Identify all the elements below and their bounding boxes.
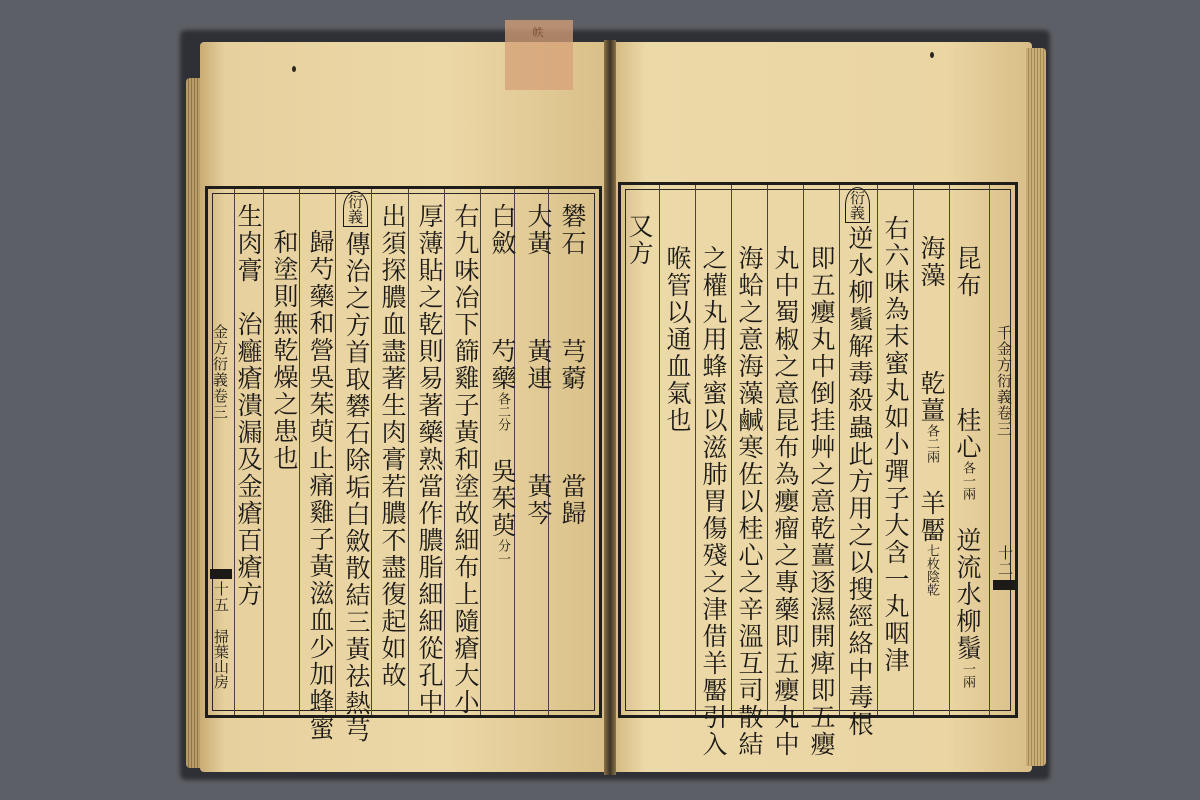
text-column: 又方 xyxy=(625,213,654,267)
text-column: 生肉膏 治癰瘡潰漏及金瘡百瘡方 xyxy=(234,203,263,608)
column-rule xyxy=(877,185,878,715)
publisher-mark: 掃葉山房 xyxy=(212,629,230,689)
text-column: 昆布 桂心各一兩 逆流水柳鬚一兩 xyxy=(953,245,982,688)
text-column: 逆水柳鬚解毒殺蟲此方用之以搜經絡中毒根 xyxy=(845,225,874,738)
fold-page-number: 十二 xyxy=(996,545,1014,577)
text-column: 丸中蜀椒之意昆布為癭瘤之專藥即五癭丸中 xyxy=(771,245,800,758)
text-column: 傳治之方首取礬石除垢白斂散結三黃祛熱芎 xyxy=(342,231,371,744)
column-rule xyxy=(949,185,950,715)
column-rule xyxy=(371,189,372,715)
right-page-edges xyxy=(1026,48,1046,766)
text-column: 白斂 芍藥各二分 吳茱萸分一 xyxy=(488,203,517,565)
text-column: 歸芍藥和營吳茱萸止痛雞子黃滋血少加蜂蜜 xyxy=(306,229,335,742)
left-text-frame xyxy=(205,186,602,744)
spine-label xyxy=(505,20,573,90)
text-column: 海蛤之意海藻鹹寒佐以桂心之辛溫互司散結 xyxy=(735,245,764,758)
text-column: 礬石 芎藭 當歸 xyxy=(558,203,587,527)
column-rule xyxy=(731,185,732,715)
column-rule xyxy=(408,189,409,715)
column-rule xyxy=(803,185,804,715)
right-text-frame xyxy=(618,182,1018,758)
fold-page-number: 十五 xyxy=(212,581,230,613)
column-rule xyxy=(767,185,768,715)
text-column: 之權丸用蜂蜜以滋肺胃傷殘之津借羊靨引入 xyxy=(699,245,728,758)
column-rule xyxy=(659,185,660,715)
text-column: 喉管以通血氣也 xyxy=(663,245,692,434)
text-column: 和塗則無乾燥之患也 xyxy=(270,229,299,472)
text-column: 即五癭丸中倒挂艸之意乾薑逐濕開痺即五癭 xyxy=(807,245,836,758)
text-column: 出須探膿血盡著生肉膏若膿不盡復起如故 xyxy=(378,203,407,689)
text-column: 大黃 黃連 黃芩 xyxy=(524,203,553,527)
text-column: 右九味冶下篩雞子黃和塗故細布上隨瘡大小 xyxy=(451,203,480,716)
column-rule xyxy=(839,185,840,715)
column-rule xyxy=(695,185,696,715)
column-rule xyxy=(299,189,300,715)
ink-speck xyxy=(930,52,934,58)
fold-title: 千金方衍義卷三 xyxy=(995,325,1013,437)
fold-rule xyxy=(989,185,990,715)
fish-tail-mark xyxy=(210,569,232,579)
spine-label-text: 帙 xyxy=(532,26,546,39)
column-rule xyxy=(335,189,336,715)
text-column: 海藻 乾薑各二兩 羊靨七枚陰乾 xyxy=(917,235,946,596)
book-gutter xyxy=(604,40,616,775)
ink-speck xyxy=(292,66,296,72)
fold-title: 金方衍義卷三 xyxy=(211,324,229,420)
text-column: 厚薄貼之乾則易著藥熟當作膿脂細細從孔中 xyxy=(415,203,444,716)
column-rule xyxy=(263,189,264,715)
text-column: 右六味為末蜜丸如小彈子大含一丸咽津 xyxy=(881,215,910,674)
fish-tail-mark xyxy=(993,580,1015,590)
column-rule xyxy=(444,189,445,715)
column-rule xyxy=(480,189,481,715)
commentary-heading: 衍義 xyxy=(845,187,870,223)
commentary-heading: 衍義 xyxy=(343,191,368,227)
column-rule xyxy=(913,185,914,715)
